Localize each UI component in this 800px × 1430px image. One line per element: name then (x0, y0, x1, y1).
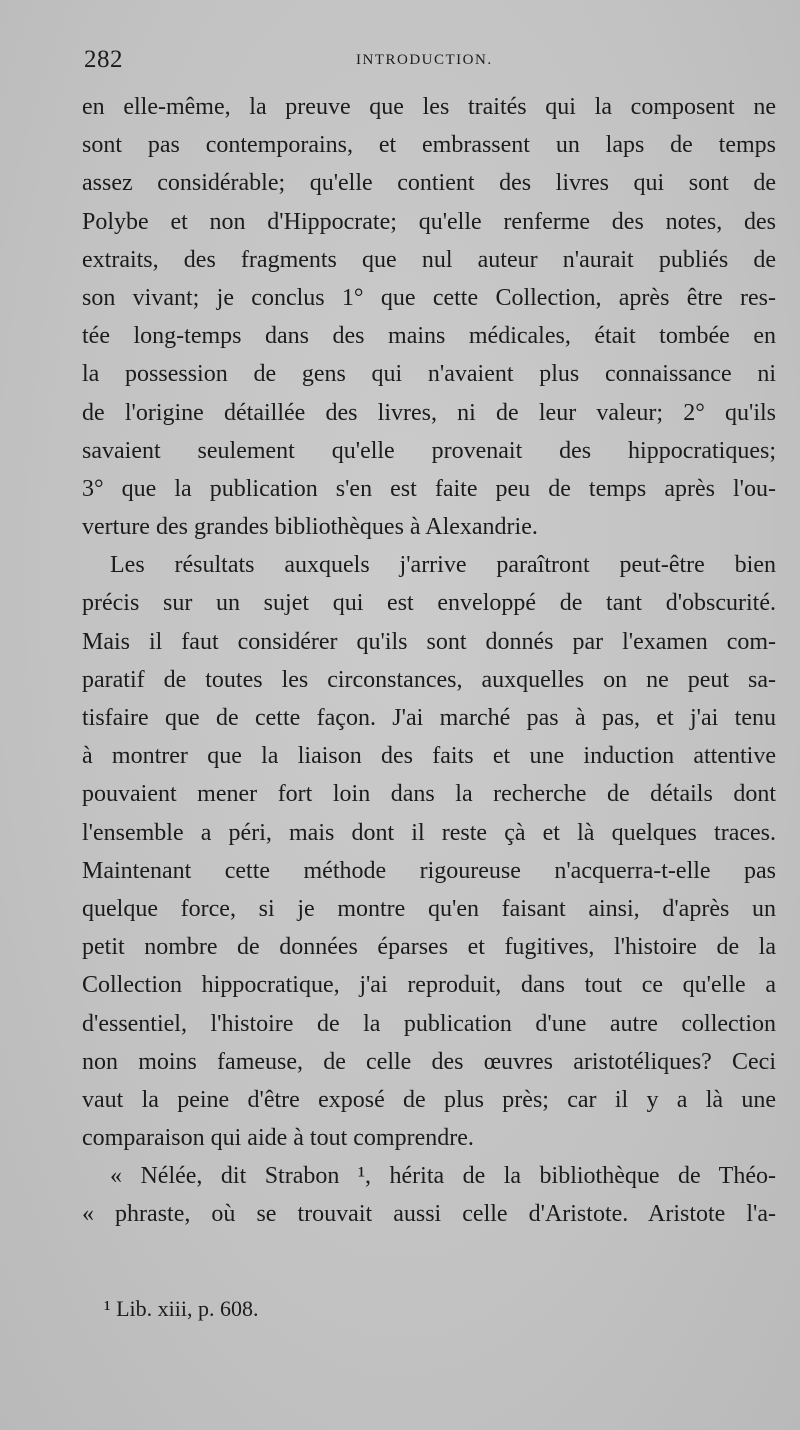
text-line: la possession de gens qui n'avaient plus connaissance ni (82, 361, 776, 388)
text-line: précis sur un sujet qui est enveloppé de tant d'obscurité. (82, 590, 776, 617)
text-line: Les résultats auxquels j'arrive paraîtront peut-être bien (110, 552, 776, 579)
text-line: comparaison qui aide à tout comprendre. (82, 1125, 474, 1152)
text-line: d'essentiel, l'histoire de la publication d'une autre collection (82, 1010, 776, 1037)
text-line: à montrer que la liaison des faits et une induction attentive (82, 743, 776, 770)
text-line: de l'origine détaillée des livres, ni de leur valeur; 2° qu'ils (82, 399, 776, 426)
body-text (82, 88, 776, 1234)
text-line: verture des grandes bibliothèques à Alexandrie. (82, 514, 538, 541)
text-line: « phraste, où se trouvait aussi celle d'Aristote. Aristote l'a- (82, 1201, 776, 1228)
page-header (84, 46, 774, 80)
text-line: Polybe et non d'Hippocrate; qu'elle renferme des notes, des (82, 208, 776, 235)
text-line: quelque force, si je montre qu'en faisant ainsi, d'après un (82, 895, 776, 922)
text-line: Mais il faut considérer qu'ils sont donnés par l'examen com- (82, 628, 776, 655)
text-line: extraits, des fragments que nul auteur n'aurait publiés de (82, 246, 776, 273)
page-number: 282 (84, 46, 123, 73)
text-line: pouvaient mener fort loin dans la recherche de détails dont (82, 781, 776, 808)
text-line: tisfaire que de cette façon. J'ai marché pas à pas, et j'ai tenu (82, 705, 776, 731)
text-line: savaient seulement qu'elle provenait des hippocratiques; (82, 437, 776, 464)
text-line: l'ensemble a péri, mais dont il reste çà et là quelques traces. (82, 819, 776, 846)
text-line: « Nélée, dit Strabon ¹, hérita de la bibliothèque de Théo- (110, 1163, 776, 1190)
text-line: Maintenant cette méthode rigoureuse n'acquerra-t-elle pas (82, 857, 776, 884)
text-line: Collection hippocratique, j'ai reproduit, dans tout ce qu'elle a (82, 972, 776, 999)
text-line: petit nombre de données éparses et fugitives, l'histoire de la (82, 934, 776, 961)
text-line: non moins fameuse, de celle des œuvres aristotéliques? Ceci (82, 1048, 776, 1075)
text-line: son vivant; je conclus 1° que cette Collection, après être res- (82, 284, 776, 311)
text-line: sont pas contemporains, et embrassent un laps de temps (82, 132, 776, 159)
text-line: 3° que la publication s'en est faite peu de temps après l'ou- (82, 475, 776, 502)
running-head: INTRODUCTION. (356, 52, 493, 68)
footnote: ¹ Lib. xiii, p. 608. (104, 1296, 259, 1321)
text-line: vaut la peine d'être exposé de plus près; car il y a là une (82, 1086, 776, 1113)
text-line: paratif de toutes les circonstances, auxquelles on ne peut sa- (82, 666, 776, 693)
text-line: tée long-temps dans des mains médicales, était tombée en (82, 323, 776, 350)
text-line: assez considérable; qu'elle contient des livres qui sont de (82, 170, 776, 197)
text-line: en elle-même, la preuve que les traités qui la composent ne (82, 94, 776, 120)
